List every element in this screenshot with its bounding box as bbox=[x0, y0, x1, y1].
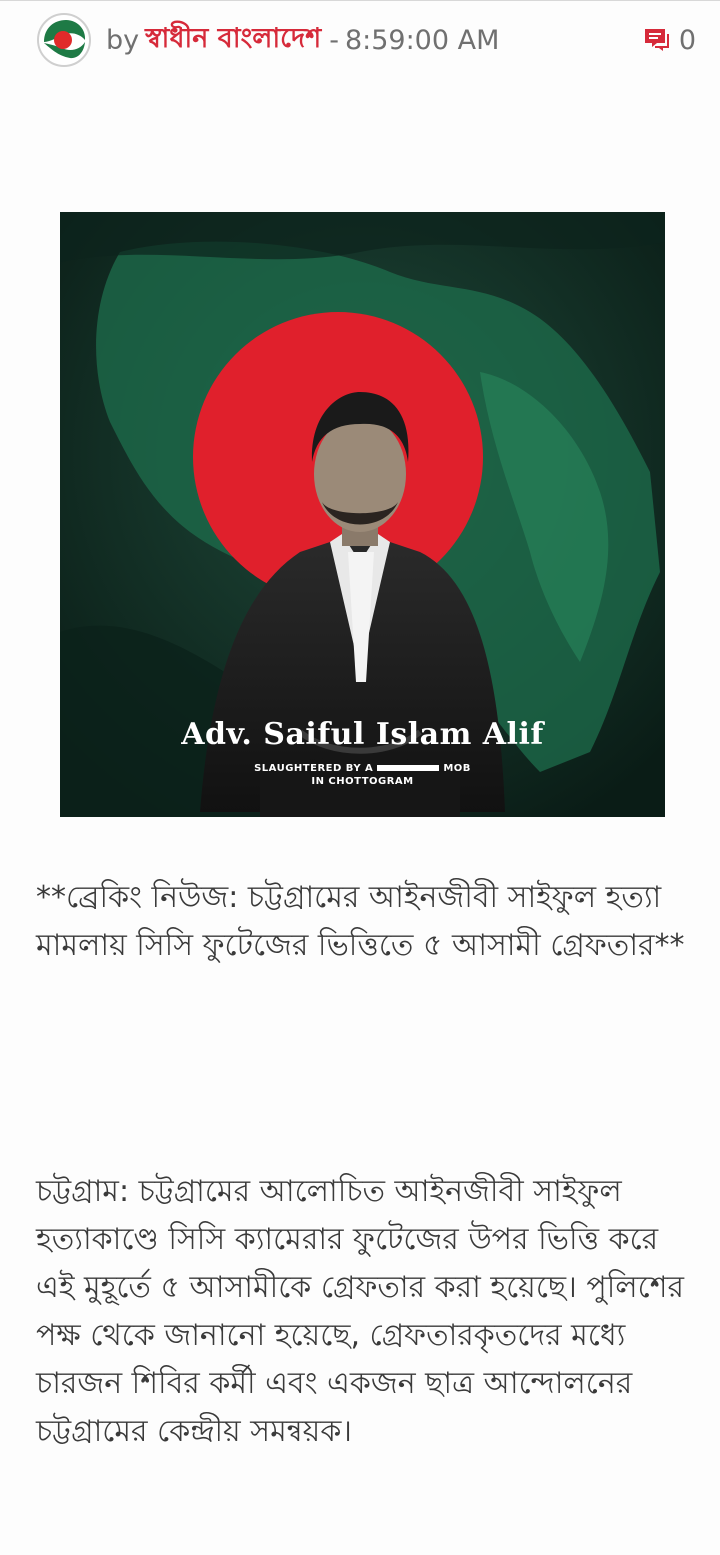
byline-separator: - bbox=[329, 24, 339, 56]
comment-count: 0 bbox=[678, 24, 696, 56]
post-time: 8:59:00 AM bbox=[344, 24, 500, 56]
poster-subtitle bbox=[60, 762, 665, 788]
poster-name: Adv. Saiful Islam Alif bbox=[181, 717, 544, 752]
article-headline: **ব্রেকিং নিউজ: চট্টগ্রামের আইনজীবী সাইফুল হত্যা মামলায় সিসি ফুটেজের ভিত্তিতে ৫ আসামী গ্রেফতার** bbox=[36, 880, 685, 963]
poster-subtitle-start: SLAUGHTERED BY A bbox=[254, 763, 374, 774]
post-meta-bar bbox=[36, 10, 696, 70]
comment-icon bbox=[643, 26, 671, 54]
byline bbox=[106, 18, 499, 63]
redaction-bar bbox=[377, 765, 439, 771]
featured-image[interactable] bbox=[60, 212, 665, 817]
bangladesh-flag-logo-icon[interactable] bbox=[36, 12, 92, 68]
article-body: চট্টগ্রাম: চট্টগ্রামের আলোচিত আইনজীবী সাইফুল হত্যাকাণ্ডে সিসি ক্যামেরার ফুটেজের উপর ভিত্তি করে এই মুহূর্তে ৫ আসামীকে গ্রেফতার করা হয়েছে। পুলিশের পক্ষ থেকে জানানো হয়েছে, গ্রেফতারকৃতদের মধ্যে চারজন শিবির কর্মী এবং একজন ছাত্র আন্দোলনের চট্টগ্রামের কেন্দ্রীয় সমন্বয়ক। bbox=[36, 1174, 684, 1449]
poster-subtitle-location: IN CHOTTOGRAM bbox=[311, 776, 414, 787]
poster-subtitle-end: MOB bbox=[443, 763, 471, 774]
comments-button[interactable] bbox=[643, 25, 696, 56]
byline-prefix: by bbox=[106, 24, 140, 56]
author-link[interactable]: স্বাধীন বাংলাদেশ bbox=[145, 22, 322, 54]
top-divider bbox=[0, 0, 720, 1]
